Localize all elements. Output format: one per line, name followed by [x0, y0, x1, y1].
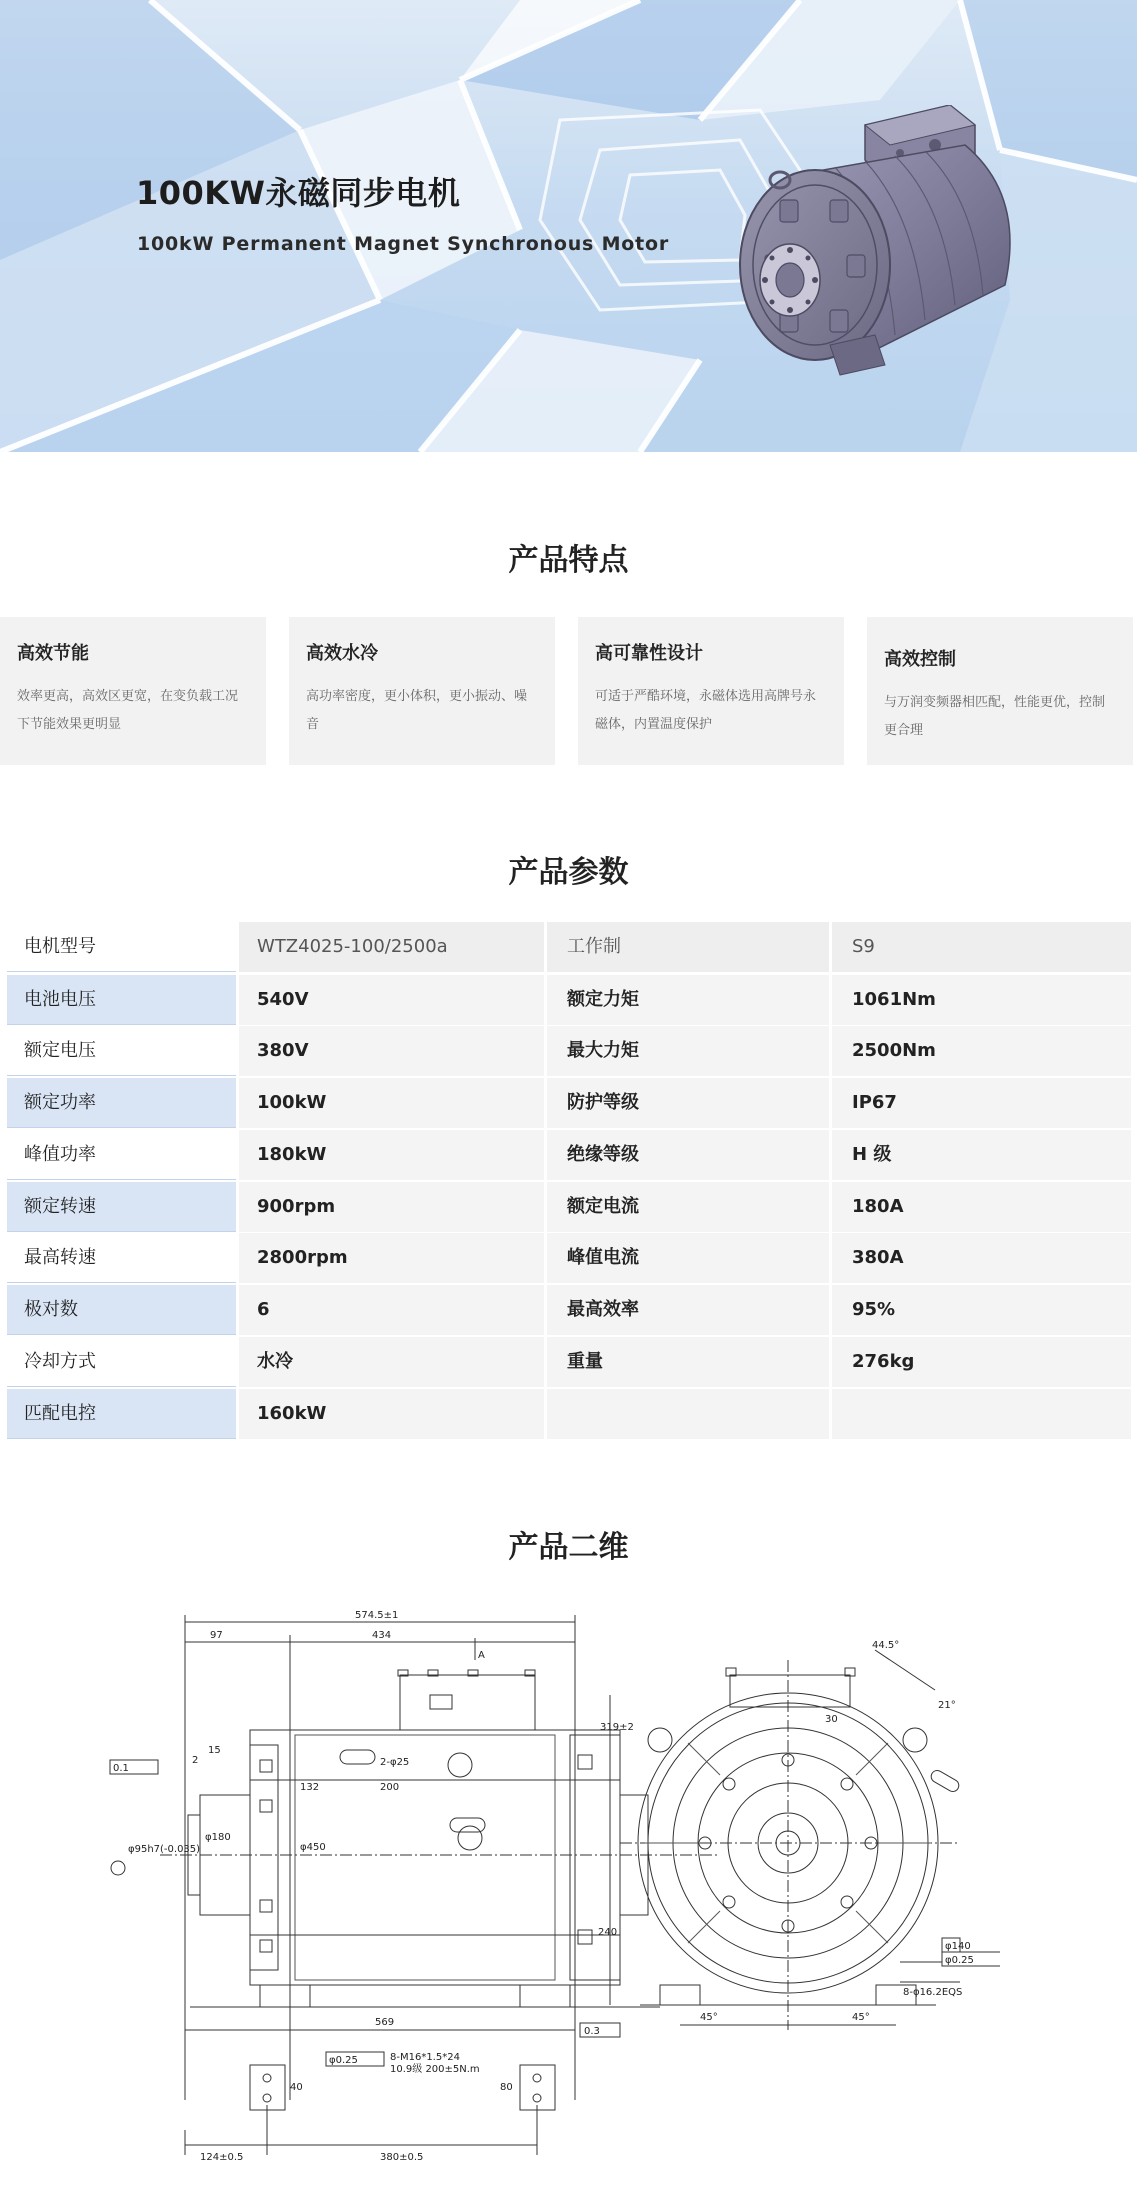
table-row — [7, 1233, 1131, 1283]
dim-2: 2 — [192, 1755, 199, 1766]
feature-title: 高可靠性设计 — [595, 643, 703, 664]
param-value: 380A — [832, 1233, 1131, 1283]
dim-40a: 40 — [290, 2082, 303, 2093]
dim-569: 569 — [375, 2017, 395, 2028]
param-value: 180kW — [239, 1130, 544, 1180]
param-value: 6 — [239, 1285, 544, 1335]
drawing-title: 产品二维 — [508, 1530, 629, 1565]
param-label: 电机型号 — [7, 922, 236, 972]
table-row — [7, 1078, 1131, 1128]
dim-80: 80 — [500, 2082, 513, 2093]
feature-desc: 可适于严酷环境，永磁体选用高牌号永磁体，内置温度保护 — [595, 689, 817, 732]
param-value: 水冷 — [239, 1337, 544, 1387]
dim-380: 380±0.5 — [380, 2152, 424, 2163]
datum-a: A — [478, 1650, 485, 1661]
param-value — [832, 1389, 1131, 1439]
page-title: 100KW永磁同步电机 — [136, 174, 461, 212]
param-value: S9 — [832, 922, 1131, 972]
param-value: 540V — [239, 975, 544, 1025]
feature-title: 高效水冷 — [306, 643, 378, 664]
dim-30: 30 — [825, 1714, 838, 1725]
param-value: 180A — [832, 1182, 1131, 1232]
features-title: 产品特点 — [508, 543, 629, 578]
param-label: 工作制 — [547, 922, 829, 972]
angle-45a: 45° — [700, 2012, 718, 2023]
table-row — [7, 1130, 1131, 1180]
param-value: IP67 — [832, 1078, 1131, 1128]
dim-180: φ180 — [205, 1832, 231, 1843]
param-label: 额定力矩 — [547, 975, 829, 1025]
param-label: 最高效率 — [547, 1285, 829, 1335]
dim-left: 97 — [210, 1630, 223, 1641]
table-row — [7, 1285, 1131, 1335]
page-subtitle: 100kW Permanent Magnet Synchronous Motor — [137, 233, 670, 255]
feature-card-reliability — [578, 617, 844, 765]
dim-132: 132 — [300, 1782, 320, 1793]
param-label: 电池电压 — [7, 975, 236, 1025]
param-value: H 级 — [832, 1130, 1131, 1180]
param-value: 380V — [239, 1026, 544, 1076]
dim-overall: 574.5±1 — [355, 1610, 399, 1621]
dim-319: 319±2 — [600, 1722, 634, 1733]
angle-44: 44.5° — [872, 1640, 900, 1651]
dim-15: 15 — [208, 1745, 221, 1756]
feature-desc: 效率更高，高效区更宽，在变负载工况下节能效果更明显 — [17, 689, 239, 732]
table-row — [7, 1389, 1131, 1439]
dim-200: 200 — [380, 1782, 400, 1793]
param-label: 绝缘等级 — [547, 1130, 829, 1180]
angle-45b: 45° — [852, 2012, 870, 2023]
param-value: 100kW — [239, 1078, 544, 1128]
param-value: 160kW — [239, 1389, 544, 1439]
tol-parallel: 0.3 — [584, 2026, 600, 2037]
dim-140: φ140 — [945, 1941, 971, 1952]
hero-banner — [0, 0, 1137, 452]
tol-025: φ0.25 — [945, 1955, 974, 1966]
bolt-torque: 10.9级 200±5N.m — [390, 2064, 480, 2075]
tol-flatness: 0.1 — [113, 1763, 129, 1774]
feature-card-energy — [0, 617, 266, 765]
table-row — [7, 922, 1131, 972]
feature-desc: 高功率密度，更小体积，更小振动、噪音 — [306, 689, 528, 732]
table-row — [7, 1026, 1131, 1076]
feature-desc: 与万润变频器相匹配，性能更优，控制更合理 — [884, 695, 1106, 738]
feature-title: 高效控制 — [884, 649, 956, 670]
feature-title: 高效节能 — [17, 643, 89, 664]
dim-124: 124±0.5 — [200, 2152, 244, 2163]
bolt-spec: 8-M16*1.5*24 — [390, 2052, 460, 2063]
table-row — [7, 975, 1131, 1025]
params-title: 产品参数 — [508, 855, 629, 890]
dim-450: φ450 — [300, 1842, 326, 1853]
feature-card-cooling — [289, 617, 555, 765]
param-label: 极对数 — [7, 1285, 236, 1335]
technical-drawing — [100, 1600, 1000, 2200]
feature-card-control — [867, 617, 1133, 765]
param-value: 2500Nm — [832, 1026, 1131, 1076]
param-label: 额定电流 — [547, 1182, 829, 1232]
param-label: 最高转速 — [7, 1233, 236, 1283]
param-label: 峰值电流 — [547, 1233, 829, 1283]
param-value: 1061Nm — [832, 975, 1131, 1025]
param-value: 2800rpm — [239, 1233, 544, 1283]
param-label: 防护等级 — [547, 1078, 829, 1128]
param-label: 额定转速 — [7, 1182, 236, 1232]
dim-25: 2-φ25 — [380, 1757, 410, 1768]
param-value: 95% — [832, 1285, 1131, 1335]
param-value: 276kg — [832, 1337, 1131, 1387]
param-label: 重量 — [547, 1337, 829, 1387]
param-label: 冷却方式 — [7, 1337, 236, 1387]
param-label: 峰值功率 — [7, 1130, 236, 1180]
param-label: 匹配电控 — [7, 1389, 236, 1439]
dim-body: 434 — [372, 1630, 392, 1641]
tol-position: φ0.25 — [329, 2055, 358, 2066]
param-label: 最大力矩 — [547, 1026, 829, 1076]
dim-240: 240 — [598, 1927, 618, 1938]
motor-image — [735, 105, 1035, 395]
table-row — [7, 1182, 1131, 1232]
holes-spec: 8-φ16.2EQS — [903, 1987, 963, 1998]
param-label — [547, 1389, 829, 1439]
param-label: 额定电压 — [7, 1026, 236, 1076]
angle-21: 21° — [938, 1700, 956, 1711]
table-row — [7, 1337, 1131, 1387]
param-value: 900rpm — [239, 1182, 544, 1232]
param-label: 额定功率 — [7, 1078, 236, 1128]
dim-95: φ95h7(-0.035) — [128, 1844, 201, 1855]
param-value: WTZ4025-100/2500a — [239, 922, 544, 972]
